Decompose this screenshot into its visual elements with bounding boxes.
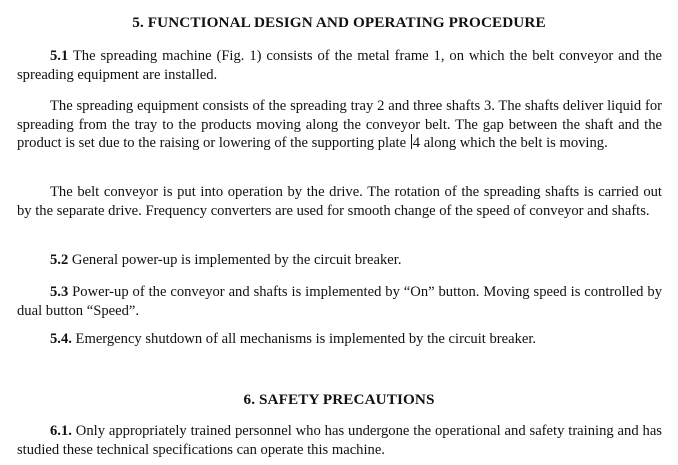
text-cursor [411,134,412,149]
clause-text-5-3: Power-up of the conveyor and shafts is implemented by “On” button. Moving speed is controlled by dual button “Speed”. [17,284,662,319]
belt-conveyor-text: The belt conveyor is put into operation by the drive. The rotation of the spreading shafts is carried out by the separate drive. Frequency converters are used for smooth change of the speed of conveyor and shafts. [17,184,662,219]
paragraph-spreading-equipment[interactable] [17,97,662,153]
clause-text-5-4: Emergency shutdown of all mechanisms is implemented by the circuit breaker. [75,331,537,347]
paragraph-5-3 [17,283,662,320]
spreading-equipment-text-end: 4 along which the belt is moving. [412,135,608,151]
clause-text-5-2: General power-up is implemented by the circuit breaker. [71,252,402,268]
clause-number-5-2: 5.2 [50,252,69,268]
section-5-heading: 5. FUNCTIONAL DESIGN AND OPERATING PROCEDURE [132,14,546,31]
spreading-equipment-text: The spreading equipment consists of the spreading tray 2 and three shafts 3. The shafts deliver liquid for spreading from the tray to the products moving along the conveyor belt. The gap between the shaft and the product is set due to the raising or lowering of the supporting plate [17,98,662,151]
clause-number-5-3: 5.3 [50,284,69,300]
clause-text-5-1: The spreading machine (Fig. 1) consists of the metal frame 1, on which the belt conveyor and the spreading equipment are installed. [17,48,662,83]
clause-number-5-4: 5.4. [50,331,72,347]
paragraph-5-2 [17,251,662,270]
paragraph-6-1 [17,422,662,459]
clause-number-5-1: 5.1 [50,48,69,64]
paragraph-5-4 [17,330,662,349]
paragraph-belt-conveyor [17,183,662,220]
paragraph-5-1 [17,47,662,84]
clause-number-6-1: 6.1. [50,423,72,439]
section-6-heading: 6. SAFETY PRECAUTIONS [243,391,435,408]
clause-text-6-1: Only appropriately trained personnel who has undergone the operational and safety training and has studied these technical specifications can operate this machine. [17,423,662,458]
